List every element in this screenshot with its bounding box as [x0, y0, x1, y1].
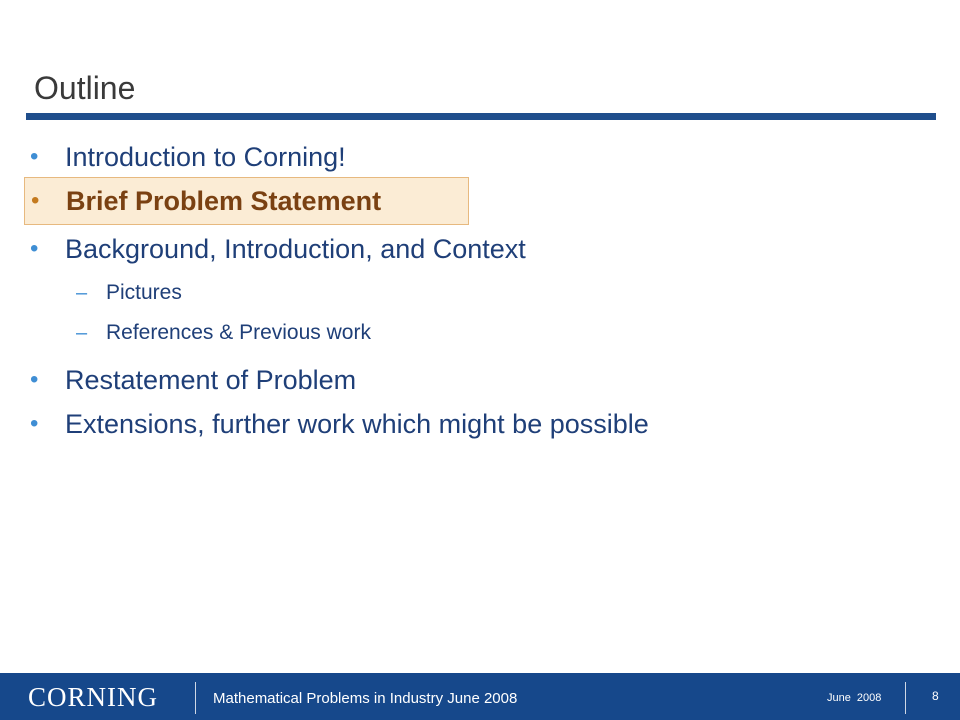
footer-presentation-title: Mathematical Problems in Industry June 2008 [213, 690, 518, 707]
bullet-text: Restatement of Problem [65, 365, 357, 395]
title-underline [26, 113, 936, 120]
page-number: 8 [932, 689, 939, 703]
sub-bullet-marker: – [76, 322, 88, 344]
bullet-marker: • [30, 143, 39, 170]
sub-bullet-text: Pictures [106, 281, 182, 304]
sub-bullet-marker: – [76, 282, 88, 304]
slide-title: Outline [34, 70, 136, 106]
bullet-item-highlighted [24, 177, 469, 225]
bullet-text: Background, Introduction, and Context [65, 234, 526, 264]
bullet-marker: • [31, 187, 40, 214]
bullet-text: Brief Problem Statement [66, 186, 382, 216]
bullet-marker: • [30, 235, 39, 262]
footer-bar [0, 673, 960, 720]
sub-bullet-text: References & Previous work [106, 321, 371, 344]
footer-divider [905, 682, 906, 714]
bullet-marker: • [30, 410, 39, 437]
bullet-marker: • [30, 366, 39, 393]
footer-date: June 2008 [827, 692, 882, 704]
bullet-text: Extensions, further work which might be possible [65, 409, 649, 439]
corning-logo: CORNING [28, 682, 159, 712]
footer-divider [195, 682, 196, 714]
bullet-text: Introduction to Corning! [65, 142, 346, 172]
